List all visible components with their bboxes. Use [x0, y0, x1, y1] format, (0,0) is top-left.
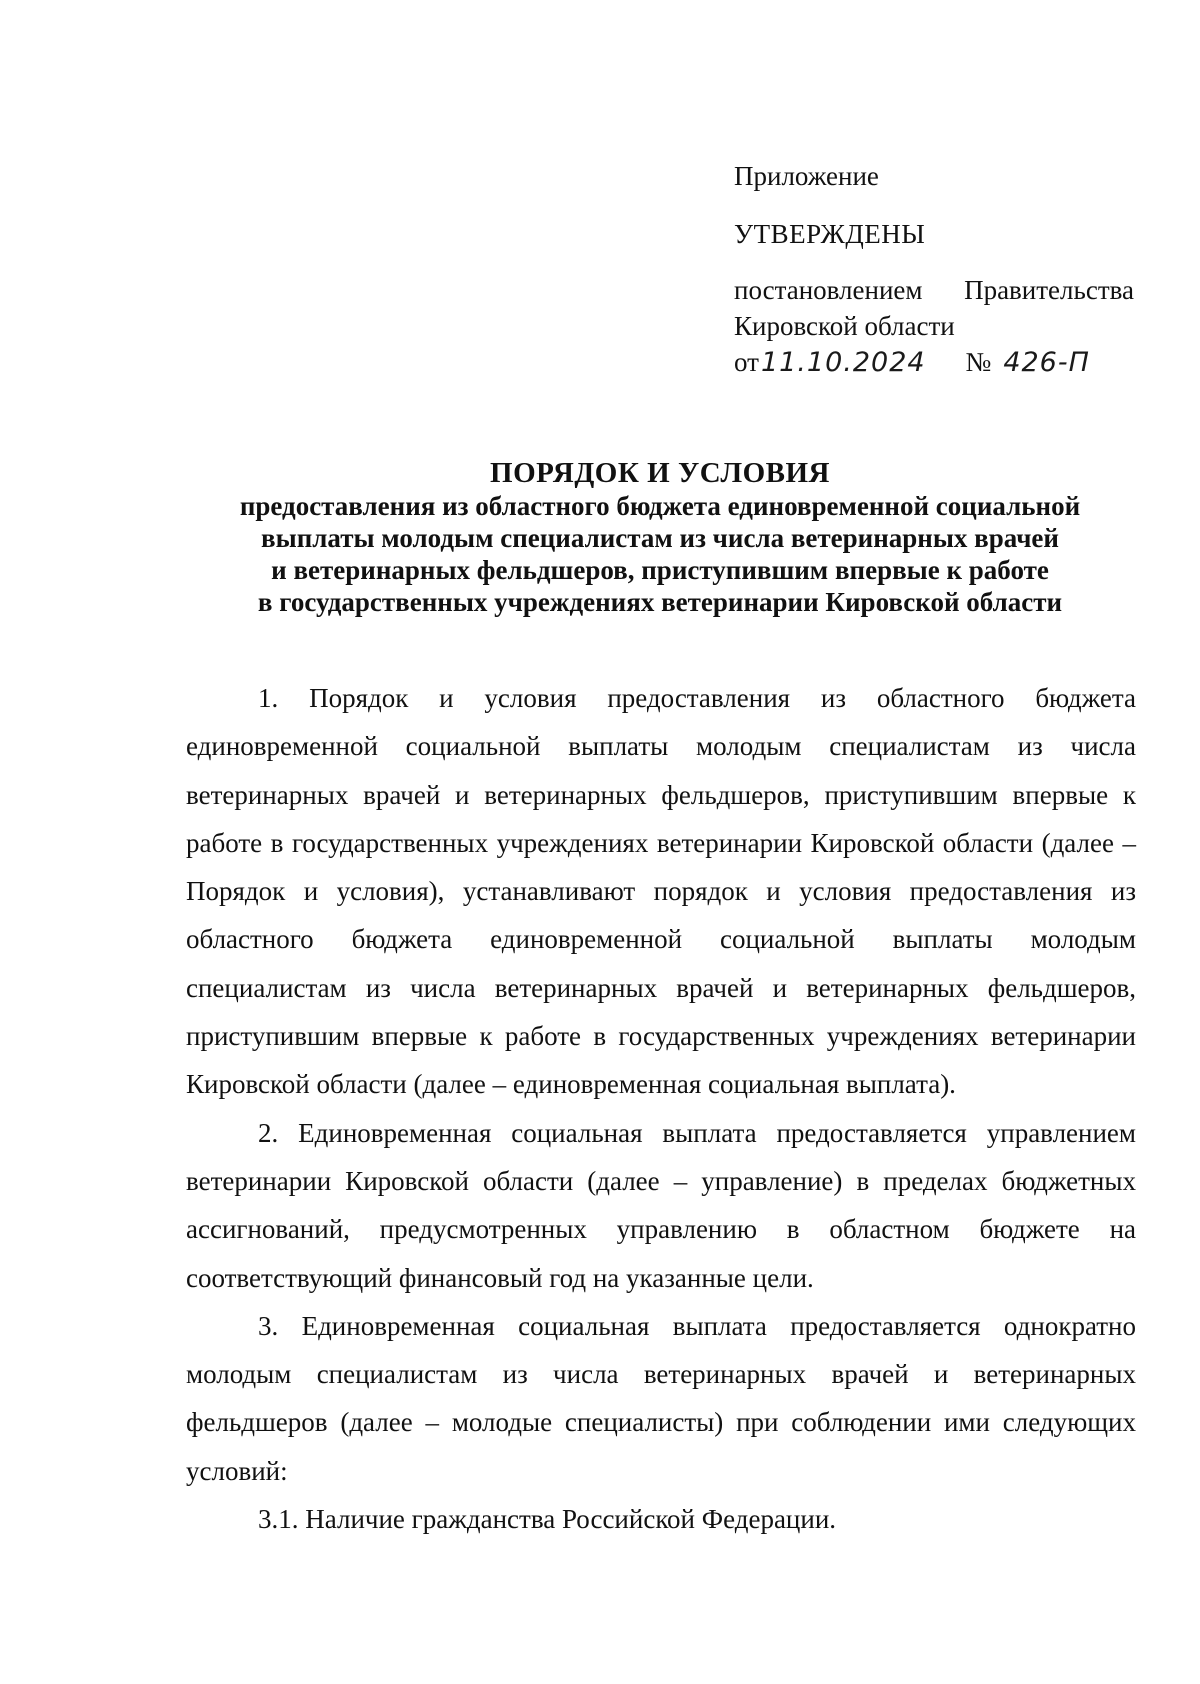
- approval-block: [734, 158, 1134, 381]
- title-subline: выплаты молодым специалистам из числа ветеринарных врачей: [261, 523, 1059, 553]
- title-subline: и ветеринарных фельдшеров, приступившим впервые к работе: [271, 555, 1049, 585]
- number-label: №: [965, 347, 992, 377]
- paragraph-1: 1. Порядок и условия предоставления из областного бюджета единовременной социальной выплаты молодым специалистам из числа ветеринарных врачей и ветеринарных фельдшеров, приступившим впервые к работе в государственных учреждениях ветеринарии Кировской области (далее – Порядок и условия), устанавливают порядок и условия предоставления из областного бюджета единовременной социальной выплаты молодым специалистам из числа ветеринарных врачей и ветеринарных фельдшеров, приступившим впервые к работе в государственных учреждениях ветеринарии Кировской области (далее – единовременная социальная выплата).: [186, 683, 1136, 1100]
- decree-body: Правительства: [964, 275, 1134, 305]
- paragraph-3-1: 3.1. Наличие гражданства Российской Федерации.: [258, 1504, 837, 1535]
- handwritten-number: 426-П: [1003, 347, 1090, 378]
- date-number-line: [734, 344, 1134, 381]
- document-body: [186, 674, 1136, 1543]
- date-prefix: от: [734, 347, 759, 377]
- decree-word: постановлением: [734, 275, 923, 305]
- document-title: [180, 456, 1140, 618]
- approved-label: УТВЕРЖДЕНЫ: [734, 219, 926, 249]
- appendix-label: Приложение: [734, 161, 879, 191]
- title-subline: в государственных учреждениях ветеринарии Кировской области: [257, 587, 1063, 617]
- title-heading: ПОРЯДОК И УСЛОВИЯ: [490, 457, 830, 489]
- decree-line: [734, 272, 1134, 308]
- paragraph-2: 2. Единовременная социальная выплата предоставляется управлением ветеринарии Кировской области (далее – управление) в пределах бюджетных ассигнований, предусмотренных управлению в областном бюджете на соответствующий финансовый год на указанные цели.: [186, 1117, 1136, 1293]
- paragraph-3: 3. Единовременная социальная выплата предоставляется однократно молодым специалистам из числа ветеринарных врачей и ветеринарных фельдшеров (далее – молодые специалисты) при соблюдении ими следующих условий:: [186, 1310, 1136, 1486]
- title-subline: предоставления из областного бюджета единовременной социальной: [239, 491, 1081, 521]
- handwritten-date: 11.10.2024: [760, 347, 926, 378]
- region-label: Кировской области: [734, 311, 955, 341]
